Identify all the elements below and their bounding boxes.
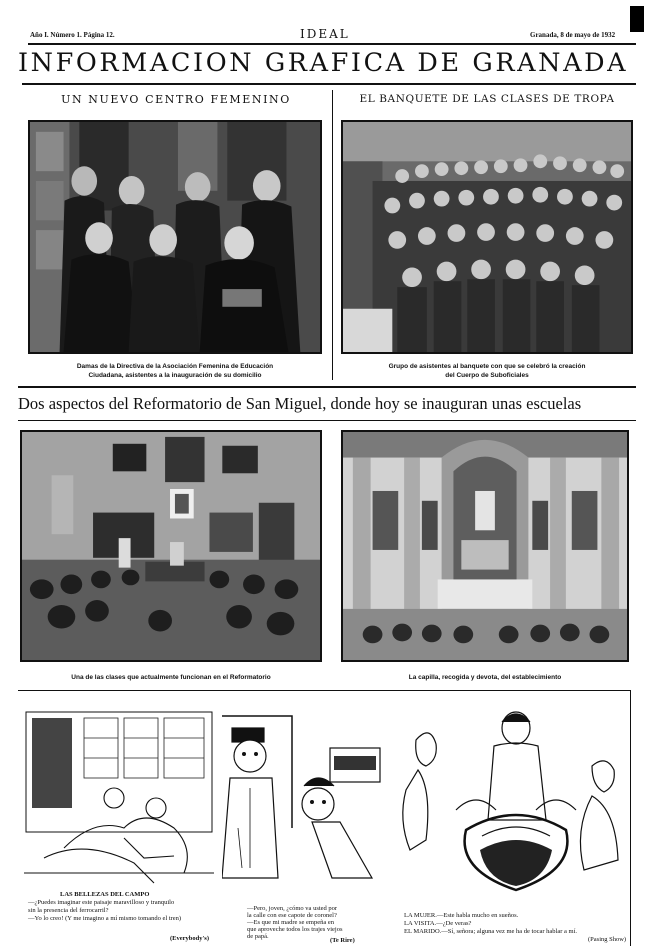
section-rule-middle-2 <box>18 420 636 421</box>
caption-directiva-line2: Ciudadana, asistentes a la inauguración de su domicilio <box>88 372 262 379</box>
cartoon1-title: LAS BELLEZAS DEL CAMPO <box>60 891 150 898</box>
cartoon2-line3: —Es que mi madre se empeña en <box>247 919 334 926</box>
train-passengers-drawing <box>24 708 214 888</box>
soldiers-scene <box>343 122 631 352</box>
photo-clase-reformatorio <box>20 430 322 662</box>
cartoon2-line2: la calle con ese capote de coronel? <box>247 912 337 919</box>
cartoon2-line1: —Pero, joven, ¿cómo va usted por <box>247 905 338 912</box>
cartoon3-credit: (Pasing Show) <box>588 936 627 943</box>
caption-capilla: La capilla, recogida y devota, del establecimiento <box>408 674 562 681</box>
edge-mark <box>630 6 644 32</box>
cartoon3-line1: LA MUJER.—Este habla mucho en sueños. <box>404 912 519 919</box>
header-date: Granada, 8 de mayo de 1932 <box>530 31 616 39</box>
cartoon-bellezas-campo <box>24 708 214 888</box>
page-title: INFORMACION GRAFICA DE GRANADA <box>18 48 629 78</box>
cartoon-capote-coronel <box>222 708 390 896</box>
heading-banquete: EL BANQUETE DE LAS CLASES DE TROPA <box>359 93 615 105</box>
colonel-coat-drawing <box>222 708 390 896</box>
cartoon1-credit: (Everybody's) <box>170 935 209 942</box>
heading-reformatorio: Dos aspectos del Reformatorio de San Miguel, donde hoy se inauguran unas escuelas <box>18 394 582 413</box>
header-issue-info: Año I. Número 1. Página 12. <box>30 31 115 39</box>
column-divider-top <box>332 90 333 380</box>
cartoon-habla-en-suenos <box>396 700 628 900</box>
heading-centro-femenino: UN NUEVO CENTRO FEMENINO <box>61 93 291 106</box>
cartoon2-line5: de papá. <box>247 933 269 940</box>
cartoon2-line4: que aproveche todos los trajes viejos <box>247 926 343 933</box>
header-masthead: IDEAL <box>300 27 350 41</box>
classroom-scene <box>22 432 320 660</box>
cartoon1-line1: —¿Puedes imaginar este paisaje maravilloso y tranquilo <box>28 899 175 906</box>
caption-banquete-line1: Grupo de asistentes al banquete con que se celebró la creación <box>388 363 586 370</box>
ladies-scene <box>30 122 320 352</box>
cartoon2-credit: (Te Rire) <box>330 937 355 944</box>
cartoon1-line2: sin la presencia del ferrocarril? <box>28 907 109 914</box>
cartoon3-line3: EL MARIDO.—Sí, señora; alguna vez me ha de tocar hablar a mí. <box>404 928 578 935</box>
caption-directiva-line1: Damas de la Directiva de la Asociación Femenina de Educación <box>76 363 274 370</box>
couple-visitor-drawing <box>396 700 628 900</box>
photo-banquete-tropa <box>341 120 633 354</box>
title-rule <box>22 83 636 85</box>
right-edge-strip <box>630 690 650 946</box>
photo-capilla-reformatorio <box>341 430 629 662</box>
caption-clase: Una de las clases que actualmente funcionan en el Reformatorio <box>71 674 271 681</box>
section-rule-middle <box>18 386 636 388</box>
cartoon3-line2: LA VISITA.—¿De veras? <box>404 920 472 927</box>
cartoon1-line3: —Yo lo creo! (Y me imagino a mí mismo tomando el tren) <box>28 915 182 922</box>
chapel-scene <box>343 432 627 660</box>
caption-banquete-line2: del Cuerpo de Suboficiales <box>445 372 529 379</box>
header-rule <box>28 43 636 45</box>
photo-directiva-femenina <box>28 120 322 354</box>
section-rule-cartoons <box>18 690 630 691</box>
